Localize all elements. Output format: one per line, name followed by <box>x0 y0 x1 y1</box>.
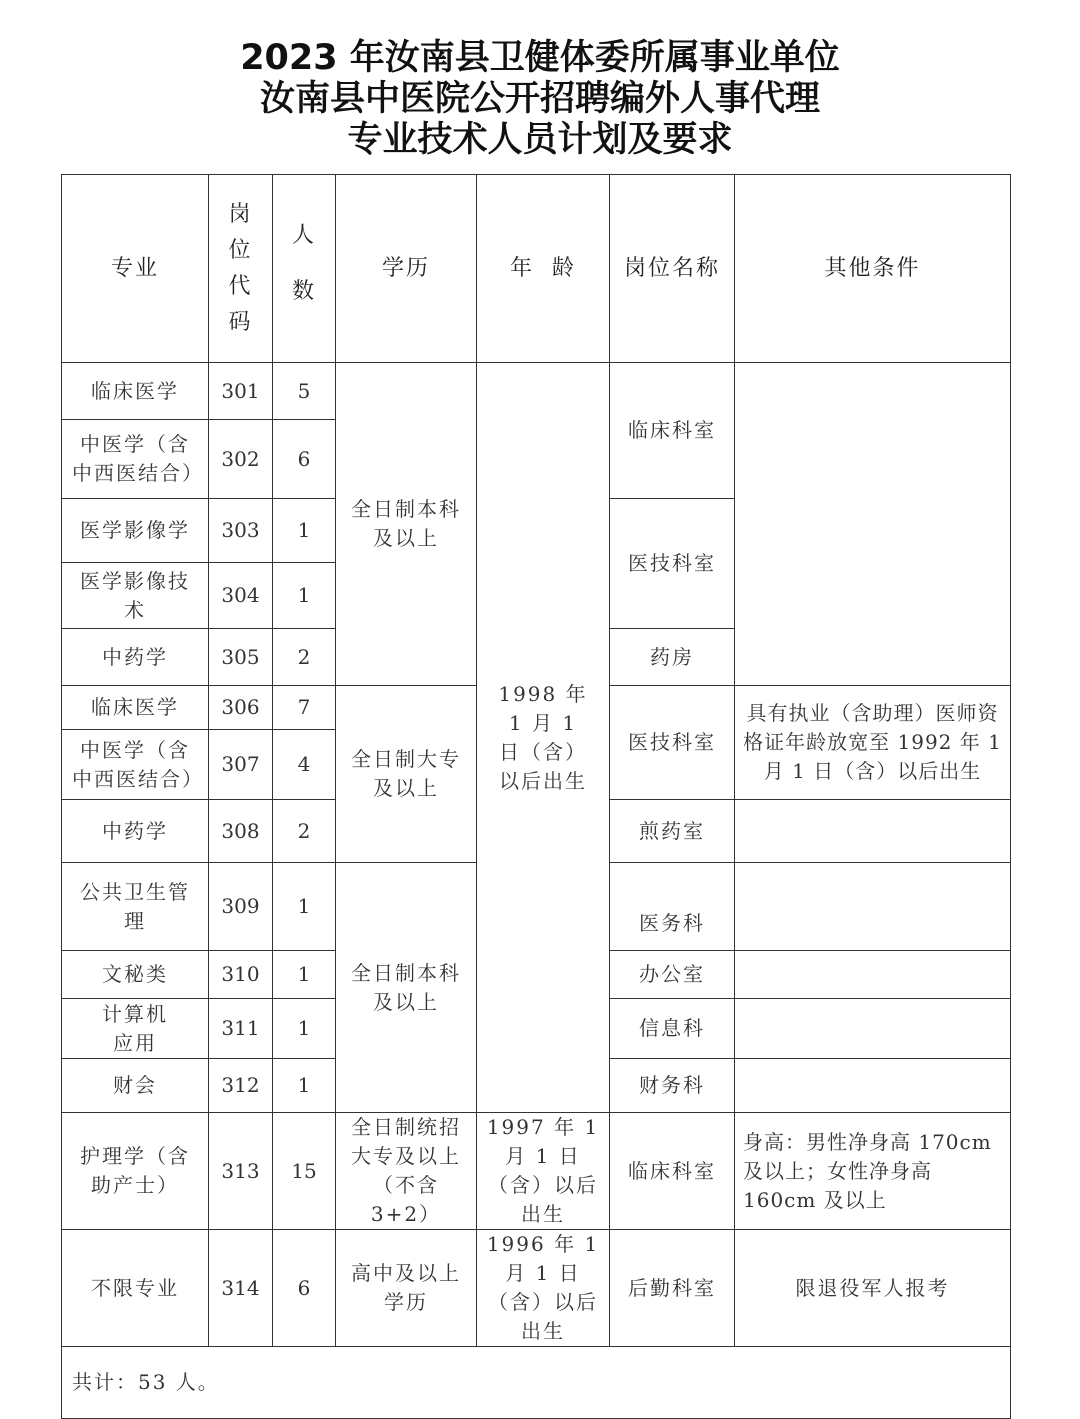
cell-other: 限退役军人报考 <box>735 1230 1011 1347</box>
cell-count: 1 <box>273 1059 336 1113</box>
cell-education: 全日制统招大专及以上（不含3+2） <box>336 1113 477 1230</box>
cell-other-empty <box>735 1059 1011 1113</box>
cell-other-empty <box>735 951 1011 999</box>
cell-post: 临床科室 <box>610 363 735 499</box>
cell-post: 医务科 <box>610 863 735 951</box>
header-count: 人 数 <box>273 175 336 363</box>
recruitment-plan-table <box>61 174 1011 1419</box>
header-code: 岗 位 代 码 <box>209 175 273 363</box>
cell-count: 2 <box>273 629 336 686</box>
cell-code: 314 <box>209 1230 273 1347</box>
header-other: 其他条件 <box>735 175 1011 363</box>
header-major: 专业 <box>62 175 209 363</box>
cell-education: 全日制本科及以上 <box>336 363 477 686</box>
cell-other-empty <box>735 800 1011 863</box>
cell-other: 具有执业（含助理）医师资格证年龄放宽至 1992 年 1 月 1 日（含）以后出生 <box>735 686 1011 800</box>
cell-count: 2 <box>273 800 336 863</box>
header-age: 年 龄 <box>477 175 610 363</box>
cell-major: 护理学（含助产士） <box>62 1113 209 1230</box>
cell-code: 305 <box>209 629 273 686</box>
cell-code: 303 <box>209 499 273 563</box>
cell-code: 312 <box>209 1059 273 1113</box>
cell-code: 306 <box>209 686 273 730</box>
cell-other: 身高：男性净身高 170cm 及以上；女性净身高 160cm 及以上 <box>735 1113 1011 1230</box>
cell-count: 1 <box>273 951 336 999</box>
title-line-2: 汝南县中医院公开招聘编外人事代理 <box>259 79 820 119</box>
total-count: 共计：53 人。 <box>62 1347 1011 1419</box>
table-row <box>62 1113 1011 1230</box>
header-education: 学历 <box>336 175 477 363</box>
cell-major: 临床医学 <box>62 363 209 420</box>
cell-major: 医学影像技术 <box>62 563 209 629</box>
table-total-row <box>62 1347 1011 1419</box>
cell-post: 医技科室 <box>610 686 735 800</box>
cell-major: 医学影像学 <box>62 499 209 563</box>
cell-age: 1996 年 1 月 1 日（含）以后出生 <box>477 1230 610 1347</box>
cell-count: 6 <box>273 420 336 499</box>
cell-post: 煎药室 <box>610 800 735 863</box>
cell-count: 1 <box>273 499 336 563</box>
table-row <box>62 1230 1011 1347</box>
cell-major: 公共卫生管理 <box>62 863 209 951</box>
cell-post: 医技科室 <box>610 499 735 629</box>
cell-education: 全日制本科及以上 <box>336 863 477 1113</box>
document-title <box>0 38 1080 161</box>
cell-code: 308 <box>209 800 273 863</box>
cell-count: 1 <box>273 563 336 629</box>
cell-education: 高中及以上学历 <box>336 1230 477 1347</box>
cell-post: 后勤科室 <box>610 1230 735 1347</box>
cell-post: 药房 <box>610 629 735 686</box>
cell-post: 临床科室 <box>610 1113 735 1230</box>
cell-other-empty <box>735 999 1011 1059</box>
cell-code: 311 <box>209 999 273 1059</box>
cell-count: 1 <box>273 863 336 951</box>
cell-count: 6 <box>273 1230 336 1347</box>
cell-major: 临床医学 <box>62 686 209 730</box>
cell-code: 301 <box>209 363 273 420</box>
cell-major: 中医学（含中西医结合） <box>62 730 209 800</box>
cell-major: 中药学 <box>62 629 209 686</box>
cell-post: 财务科 <box>610 1059 735 1113</box>
cell-code: 313 <box>209 1113 273 1230</box>
cell-major: 财会 <box>62 1059 209 1113</box>
header-post: 岗位名称 <box>610 175 735 363</box>
cell-count: 1 <box>273 999 336 1059</box>
cell-count: 5 <box>273 363 336 420</box>
title-line-1: 2023 年汝南县卫健体委所属事业单位 <box>240 38 840 78</box>
cell-code: 307 <box>209 730 273 800</box>
cell-post: 办公室 <box>610 951 735 999</box>
table-header-row <box>62 175 1011 363</box>
cell-other-empty <box>735 863 1011 951</box>
cell-code: 304 <box>209 563 273 629</box>
cell-count: 15 <box>273 1113 336 1230</box>
cell-post: 信息科 <box>610 999 735 1059</box>
table-row <box>62 363 1011 420</box>
cell-major: 中药学 <box>62 800 209 863</box>
cell-count: 4 <box>273 730 336 800</box>
cell-major: 计算机应用 <box>62 999 209 1059</box>
cell-age: 1997 年 1 月 1 日（含）以后出生 <box>477 1113 610 1230</box>
cell-major: 不限专业 <box>62 1230 209 1347</box>
cell-code: 309 <box>209 863 273 951</box>
cell-code: 310 <box>209 951 273 999</box>
cell-code: 302 <box>209 420 273 499</box>
cell-major: 中医学（含中西医结合） <box>62 420 209 499</box>
cell-age: 1998 年 1 月 1 日（含）以后出生 <box>477 363 610 1113</box>
title-line-3: 专业技术人员计划及要求 <box>347 120 733 160</box>
cell-major: 文秘类 <box>62 951 209 999</box>
cell-count: 7 <box>273 686 336 730</box>
cell-education: 全日制大专及以上 <box>336 686 477 863</box>
cell-other-empty <box>735 363 1011 686</box>
